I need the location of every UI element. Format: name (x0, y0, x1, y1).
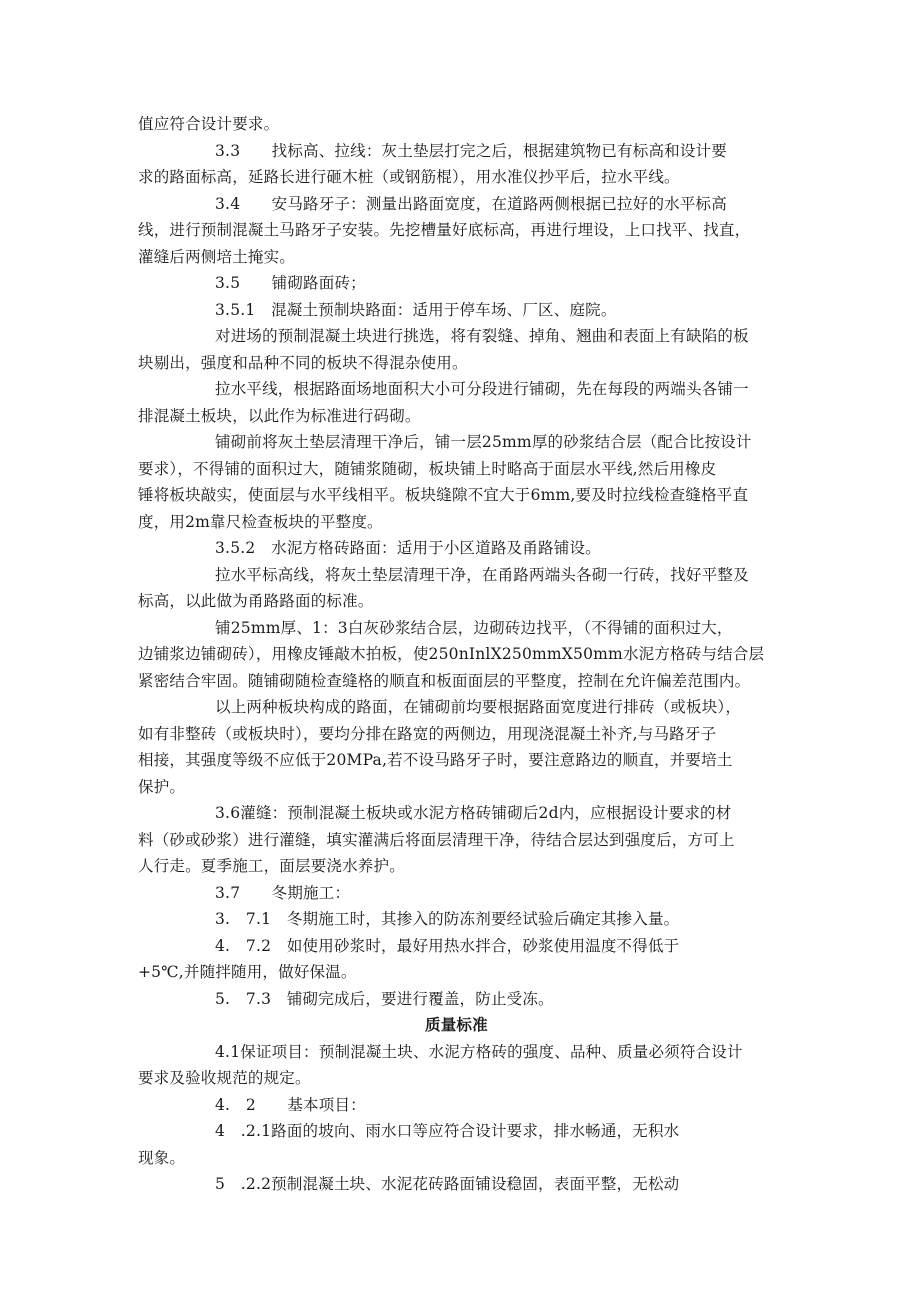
text-line: 如有非整砖（或板块时），要均分排在路宽的两侧边，用现浇混凝土补齐,与马路牙子 (138, 725, 717, 743)
text-line: 4.1保证项目：预制混凝土块、水泥方格砖的强度、品种、质量必须符合设计 (215, 1043, 743, 1061)
text-line: 要求及验收规范的规定。 (138, 1069, 311, 1087)
text-line: 对进场的预制混凝土块进行挑选，将有裂缝、掉角、翘曲和表面上有缺陷的板 (215, 327, 749, 345)
text-line: 以上两种板块构成的路面，在铺砌前均要根据路面宽度进行排砖（或板块）， (215, 698, 742, 716)
text-line: 3.5.2 水泥方格砖路面：适用于小区道路及甬路铺设。 (215, 539, 601, 557)
text-line: 要求），不得铺的面积过大，随铺浆随砌，板块铺上时略高于面层水平线,然后用橡皮 (138, 460, 717, 478)
text-line: 3. 7.1 冬期施工时，其掺入的防冻剂要经试验后确定其掺入量。 (215, 910, 680, 928)
text-line: +5℃,并随拌随用，做好保温。 (138, 963, 357, 981)
section-heading: 质量标准 (425, 1016, 488, 1034)
text-line: 块剔出，强度和品种不同的板块不得混杂使用。 (138, 354, 468, 372)
text-line: 值应符合设计要求。 (138, 115, 280, 133)
text-line: 3.6灌缝：预制混凝土板块或水泥方格砖铺砌后2d内，应根据设计要求的材 (215, 804, 732, 822)
text-line: 排混凝土板块，以此作为标准进行码砌。 (138, 407, 421, 425)
text-line: 3.5 铺砌路面砖； (215, 274, 366, 292)
text-line: 拉水平线，根据路面场地面积大小可分段进行铺砌，先在每段的两端头各铺一 (215, 380, 749, 398)
text-line: 现象。 (138, 1149, 186, 1167)
text-line: 4. 7.2 如使用砂浆时，最好用热水拌合，砂浆使用温度不得低于 (215, 937, 680, 955)
text-line: 5 .2.2预制混凝土块、水泥花砖路面铺设稳固，表面平整，无松动 (215, 1175, 680, 1193)
text-line: 3.7 冬期施工： (215, 884, 351, 902)
text-line: 5. 7.3 铺砌完成后，要进行覆盖，防止受冻。 (215, 990, 554, 1008)
text-line: 3.5.1 混凝土预制块路面：适用于停车场、厂区、庭院。 (215, 301, 617, 319)
text-line: 铺25mm厚、1：3白灰砂浆结合层，边砌砖边找平，（不得铺的面积过大， (215, 619, 733, 637)
text-line: 线，进行预制混凝土马路牙子安装。先挖槽量好底标高，再进行埋设，上口找平、找直， (138, 221, 751, 239)
text-line: 4. 2 基本项目： (215, 1096, 366, 1114)
text-line: 人行走。夏季施工，面层要浇水养护。 (138, 857, 405, 875)
text-line: 拉水平标高线，将灰土垫层清理干净，在甬路两端头各砌一行砖，找好平整及 (215, 566, 749, 584)
text-line: 紧密结合牢固。随铺砌随检查缝格的顺直和板面面层的平整度，控制在允许偏差范围内。 (138, 672, 751, 690)
text-line: 灌缝后两侧培土掩实。 (138, 248, 296, 266)
text-line: 求的路面标高，延路长进行砸木桩（或钢筋棍），用水准仪抄平后，拉水平线。 (138, 168, 680, 186)
text-line: 相接，其强度等级不应低于20MPa,若不设马路牙子时，要注意路边的顺直，并要培土 (138, 751, 733, 769)
text-line: 4 .2.1路面的坡向、雨水口等应符合设计要求，排水畅通，无积水 (215, 1122, 680, 1140)
text-line: 料（砂或砂浆）进行灌缝，填实灌满后将面层清理干净，待结合层达到强度后，方可上 (138, 831, 735, 849)
text-line: 3.3 找标高、拉线：灰土垫层打完之后，根据建筑物已有标高和设计要 (215, 142, 727, 160)
text-line: 3.4 安马路牙子：测量出路面宽度，在道路两侧根据已拉好的水平标高 (215, 195, 727, 213)
text-line: 标高，以此做为甬路路面的标准。 (138, 592, 374, 610)
text-line: 度，用2m靠尺检查板块的平整度。 (138, 513, 383, 531)
text-line: 保护。 (138, 778, 186, 796)
text-line: 边铺浆边铺砌砖），用橡皮锤敲木拍板，使250nInlX250mmX50mm水泥方格砖与结合层 (138, 645, 765, 663)
text-line: 铺砌前将灰土垫层清理干净后，铺一层25mm厚的砂浆结合层（配合比按设计 (215, 433, 752, 451)
text-line: 锤将板块敲实，使面层与水平线相平。板块缝隙不宜大于6mm,要及时拉线检查缝格平直 (138, 486, 749, 504)
